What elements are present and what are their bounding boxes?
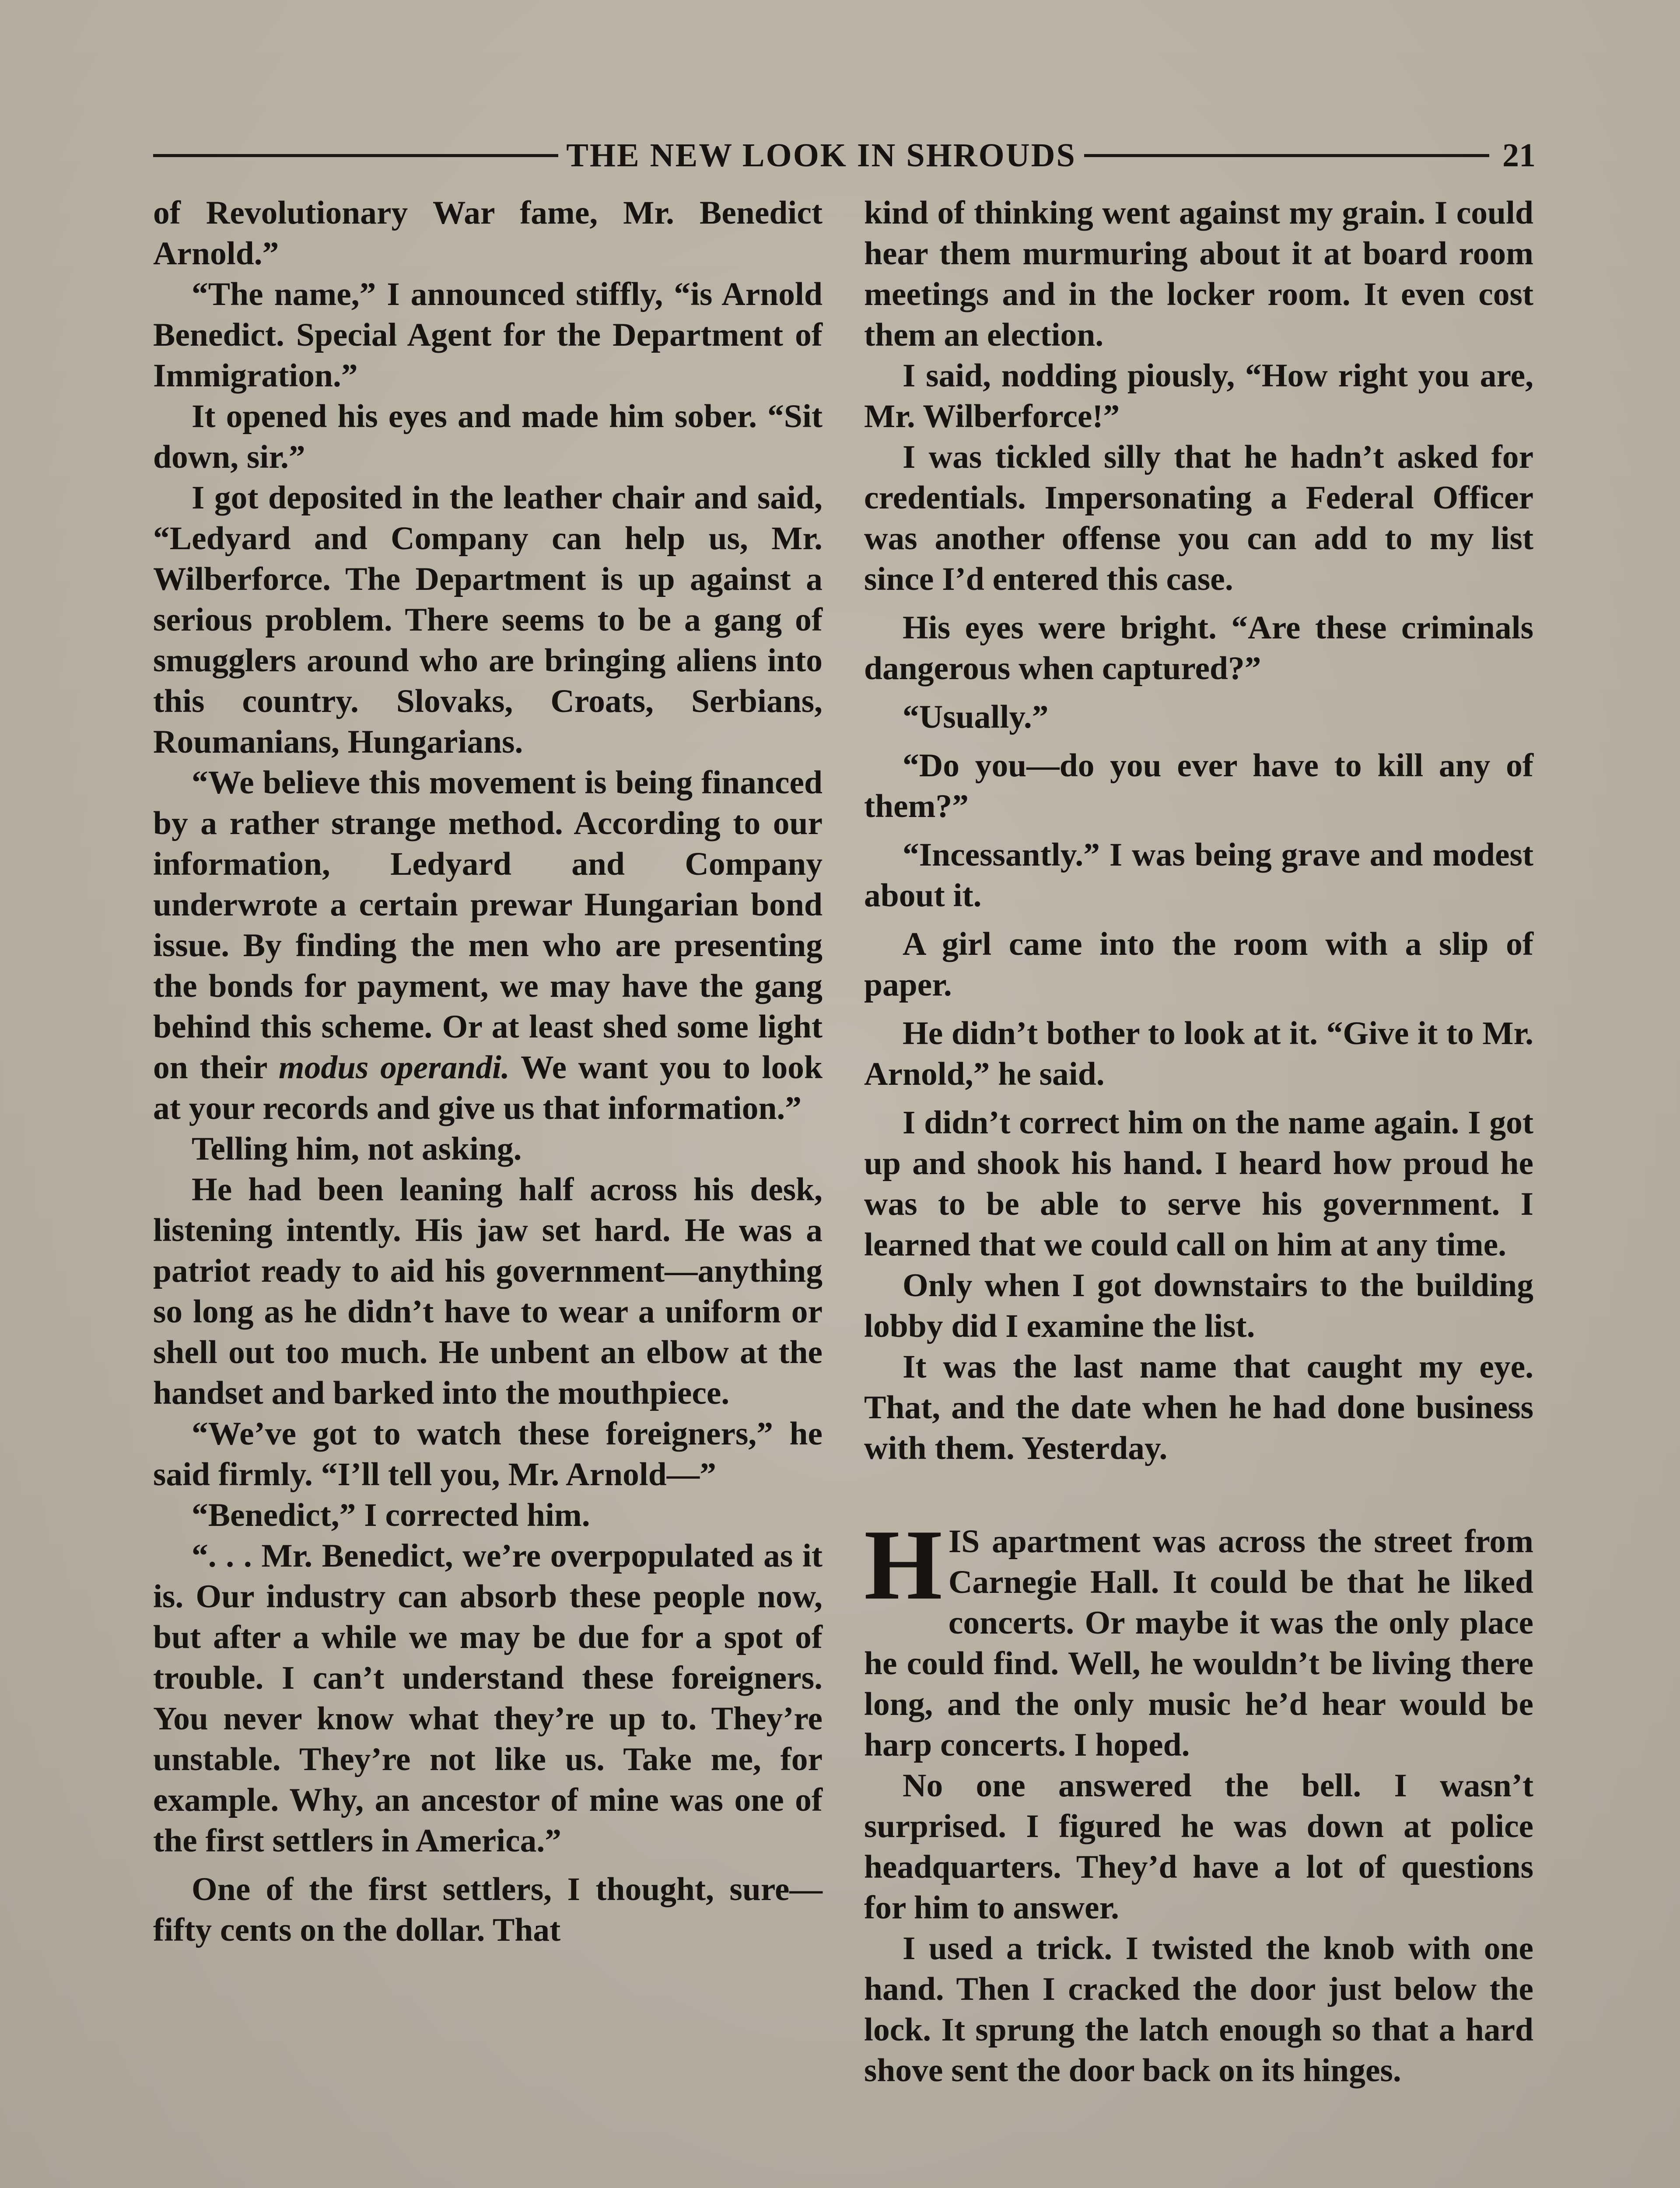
section-opening-paragraph — [864, 1509, 1533, 1765]
paragraph: A girl came into the room with a slip of paper. — [864, 926, 1533, 1003]
paragraph: I used a trick. I twisted the knob with one hand. Then I cracked the door just below the lock. It sprung the latch enough so that a hard shove sent the door back on its hinges. — [864, 1930, 1533, 2089]
paragraph: One of the first settlers, I thought, sure—fifty cents on the dollar. That — [153, 1871, 822, 1948]
paragraph: I said, nodding piously, “How right you are, Mr. Wilberforce!” — [864, 358, 1533, 435]
paragraph: “Do you—do you ever have to kill any of them?” — [864, 747, 1533, 824]
right-column — [864, 193, 1533, 2091]
header-rule-right — [1084, 154, 1489, 157]
paragraph: “Usually.” — [903, 699, 1049, 735]
paragraph: “Incessantly.” I was being grave and modest about it. — [864, 837, 1533, 914]
paragraph: “Benedict,” I corrected him. — [192, 1497, 590, 1533]
left-column — [153, 193, 822, 1950]
paragraph: It opened his eyes and made him sober. “Sit down, sir.” — [153, 398, 822, 475]
paragraph: Telling him, not asking. — [192, 1131, 522, 1167]
drop-cap: H — [864, 1509, 942, 1620]
paragraph: “. . . Mr. Benedict, we’re overpopulated as it is. Our industry can absorb these people now, but after a while we may be due for a spot of trouble. I can’t understand these foreigners. You never know what they’re up to. They’re unstable. They’re not like us. Take me, for example. Why, an ancestor of mine was one of the first settlers in America.” — [153, 1538, 822, 1859]
paragraph: He didn’t bother to look at it. “Give it to Mr. Arnold,” he said. — [864, 1015, 1533, 1092]
paragraph-text: IS apartment was across the street from Carnegie Hall. It could be that he liked concerts. Or maybe it was the only place he could find. Well, he wouldn’t be living there long, and the only music he’d hear would be harp concerts. I hoped. — [864, 1523, 1533, 1763]
paragraph: of Revolutionary War fame, Mr. Benedict Arnold.” — [153, 195, 822, 272]
paragraph: His eyes were bright. “Are these criminals dangerous when captured?” — [864, 610, 1533, 687]
paragraph-text: “We believe this movement is being financed by a rather strange method. According to our information, Ledyard and Company underwrote a certain prewar Hungarian bond issue. By finding the men who are presenting the bonds for payment, we may have the gang behind this scheme. Or at least shed some light on their — [153, 764, 822, 1086]
paragraph — [153, 762, 822, 1129]
paragraph: It was the last name that caught my eye. That, and the date when he had done business with them. Yesterday. — [864, 1349, 1533, 1466]
paragraph-text: We want you to look at your records and give us that information.” — [153, 1049, 822, 1126]
paragraph: I got deposited in the leather chair and said, “Ledyard and Company can help us, Mr. Wilberforce. The Department is up against a serious problem. There seems to be a gang of smugglers around who are bringing aliens into this country. Slovaks, Croats, Serbians, Roumanians, Hungarians. — [153, 480, 822, 760]
paragraph: He had been leaning half across his desk, listening intently. His jaw set hard. He was a patriot ready to aid his government—anything so long as he didn’t have to wear a uniform or shell out too much. He unbent an elbow at the handset and barked into the mouthpiece. — [153, 1171, 822, 1411]
running-header — [153, 129, 1536, 182]
header-rule-left — [153, 154, 558, 157]
page-number: 21 — [1502, 137, 1536, 174]
paragraph: I didn’t correct him on the name again. I got up and shook his hand. I heard how proud he was to be able to serve his government. I learned that we could call on him at any time. — [864, 1105, 1533, 1263]
running-title: THE NEW LOOK IN SHROUDS — [566, 137, 1076, 174]
paragraph: Only when I got downstairs to the building lobby did I examine the list. — [864, 1267, 1533, 1344]
paragraph: I was tickled silly that he hadn’t asked for credentials. Impersonating a Federal Officer was another offense you can add to my list since I’d entered this case. — [864, 439, 1533, 597]
italic-phrase: modus operandi. — [278, 1049, 510, 1086]
paragraph: No one answered the bell. I wasn’t surprised. I figured he was down at police headquarters. They’d have a lot of questions for him to answer. — [864, 1767, 1533, 1926]
paragraph: “The name,” I announced stiffly, “is Arnold Benedict. Special Agent for the Department of Immigration.” — [153, 276, 822, 394]
paragraph: “We’ve got to watch these foreigners,” he said firmly. “I’ll tell you, Mr. Arnold—” — [153, 1416, 822, 1493]
paragraph: kind of thinking went against my grain. I could hear them murmuring about it at board room meetings and in the locker room. It even cost them an election. — [864, 195, 1533, 353]
